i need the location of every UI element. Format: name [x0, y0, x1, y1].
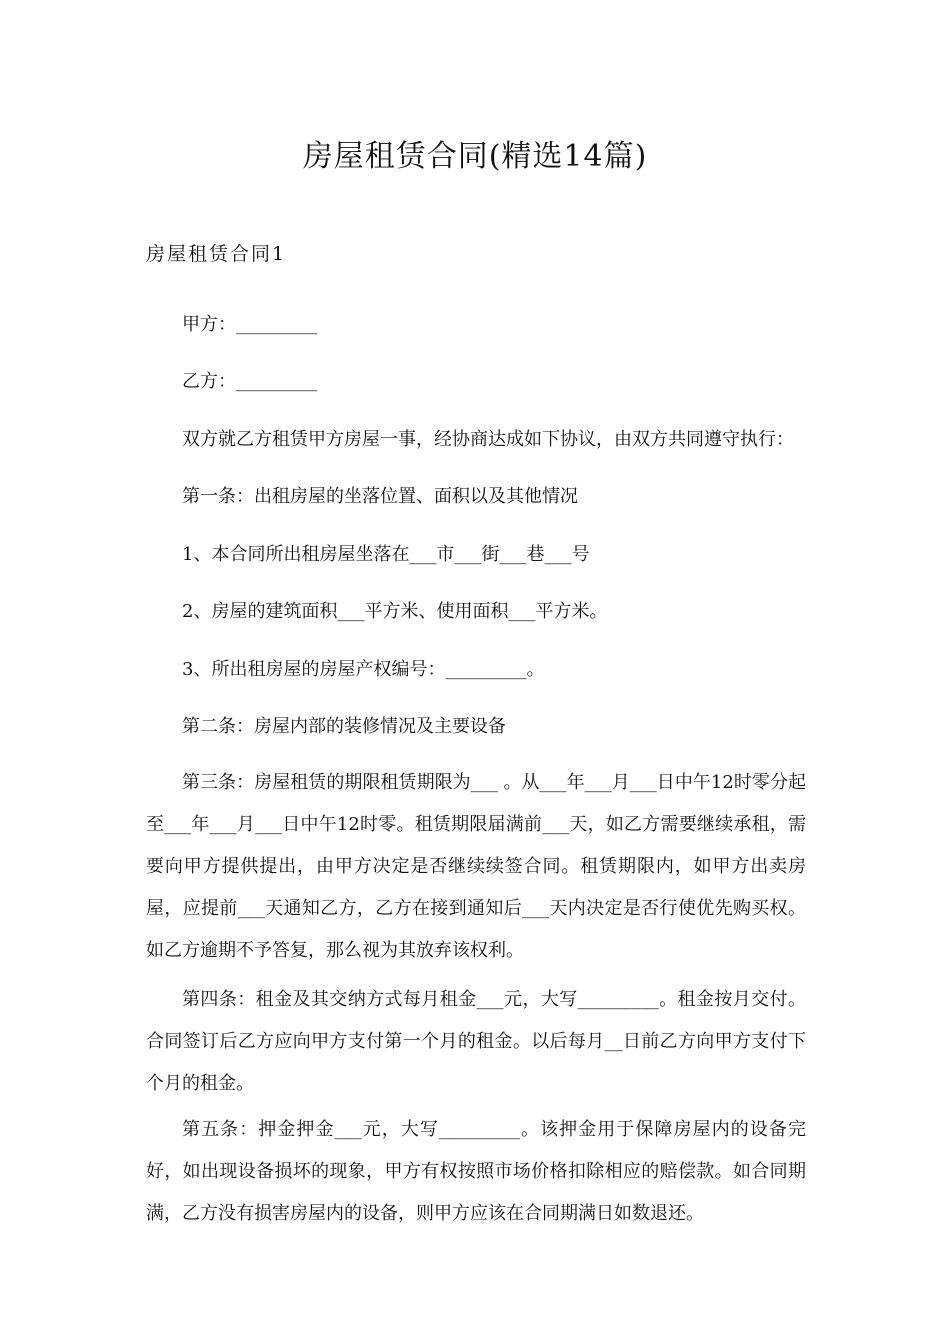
article-2-heading: 第二条：房屋内部的装修情况及主要设备	[182, 716, 506, 737]
article-1-heading: 第一条：出租房屋的坐落位置、面积以及其他情况	[182, 486, 578, 507]
article-3-paragraph: 第三条：房屋租赁的期限租赁期限为___ 。从___年___月___日中午12时零分起至___年___月___日中午12时零。租赁期限届满前___天，如乙方需要继续承租，需要向甲方提供提出，由甲方决定是否继续续签合同。租赁期限内，如甲方出卖房屋，应提前___天通知乙方，乙方在接到通知后___天内决定是否行使优先购买权。如乙方逾期不予答复，那么视为其放弃该权利。	[146, 772, 806, 961]
agreement-intro-line: 双方就乙方租赁甲方房屋一事，经协商达成如下协议，由双方共同遵守执行：	[182, 429, 794, 450]
party-b-line: 乙方：_________	[182, 371, 317, 392]
article-4-paragraph: 第四条：租金及其交纳方式每月租金___元，大写_________。租金按月交付。合同签订后乙方应向甲方支付第一个月的租金。以后每月__日前乙方向甲方支付下个月的租金。	[146, 989, 806, 1094]
party-a-line: 甲方：_________	[182, 314, 317, 335]
document-title: 房屋租赁合同(精选14篇)	[302, 139, 648, 174]
article-5-paragraph: 第五条：押金押金___元，大写_________。该押金用于保障房屋内的设备完好，如出现设备损坏的现象，甲方有权按照市场价格扣除相应的赔偿款。如合同期满，乙方没有损害房屋内的设备，则甲方应该在合同期满日如数退还。	[146, 1119, 806, 1224]
clause-3-title-number: 3、所出租房屋的房屋产权编号：_________。	[182, 659, 545, 680]
clause-2-area: 2、房屋的建筑面积___平方米、使用面积___平方米。	[182, 601, 608, 622]
clause-1-location: 1、本合同所出租房屋坐落在___市___街___巷___号	[182, 544, 590, 565]
section-heading: 房屋租赁合同1	[146, 243, 287, 265]
